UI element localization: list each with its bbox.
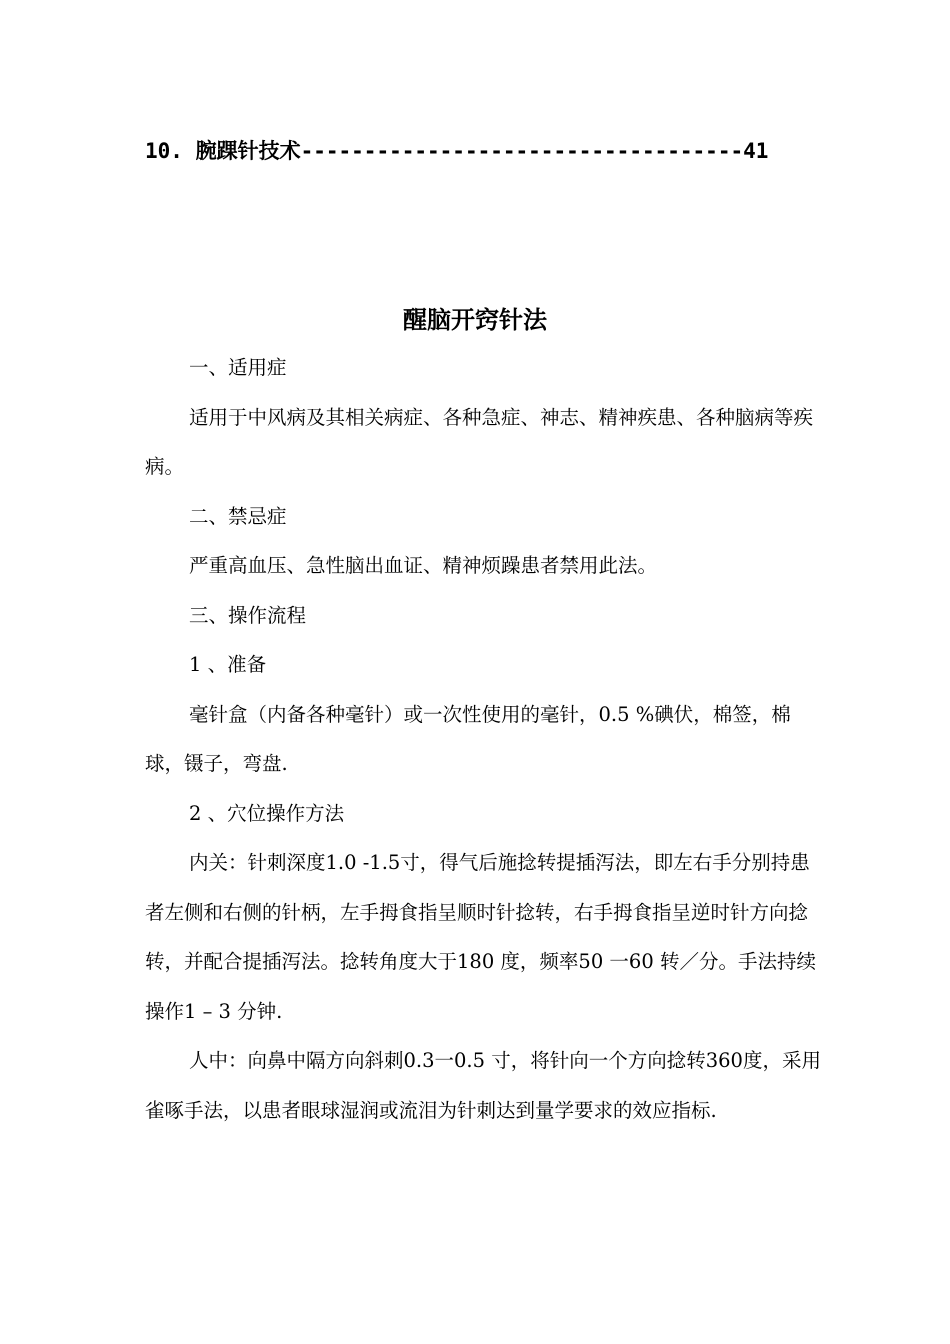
toc-entry-page: 41 bbox=[743, 139, 769, 163]
renzhong-text: 人中：向鼻中隔方向斜刺0.3一0.5 寸，将针向一个方向捻转360度，采用雀啄手法，以患者眼球湿润或流泪为针刺达到量学要求的效应指标. bbox=[145, 1049, 821, 1122]
indications-heading: 一、适用症 bbox=[189, 356, 287, 379]
toc-entry[interactable] bbox=[145, 135, 768, 165]
prep-text: 毫针盒（内备各种毫针）或一次性使用的毫针，0.5 %碘伏，棉签，棉球，镊子，弯盘. bbox=[145, 702, 791, 775]
document-title: 醒脑开窍针法 bbox=[403, 306, 547, 334]
toc-entry-title: 腕踝针技术 bbox=[195, 139, 301, 163]
contraindications-heading: 二、禁忌症 bbox=[189, 504, 287, 528]
procedure-heading: 三、操作流程 bbox=[189, 603, 307, 627]
neiguan-text: 内关：针刺深度1.0 -1.5寸，得气后施捻转提插泻法，即左右手分别持患者左侧和右侧的针柄，左手拇食指呈顺时针捻转，右手拇食指呈逆时针方向捻转，并配合提插泻法。捻转角度大于180 度，频率50 一60 转／分。手法持续操作1 – 3 分钟. bbox=[145, 851, 816, 1023]
document-body bbox=[145, 343, 825, 1135]
toc-entry-leader: ----------------------------------- bbox=[300, 139, 744, 163]
contraindications-text: 严重高血压、急性脑出血证、精神烦躁患者禁用此法。 bbox=[189, 554, 658, 577]
prep-heading: 1 、准备 bbox=[189, 653, 267, 676]
indications-text: 适用于中风病及其相关病症、各种急症、神志、精神疾患、各种脑病等疾病。 bbox=[145, 405, 814, 478]
method-heading: 2 、穴位操作方法 bbox=[189, 801, 345, 825]
toc-entry-number: 10. bbox=[145, 139, 183, 163]
